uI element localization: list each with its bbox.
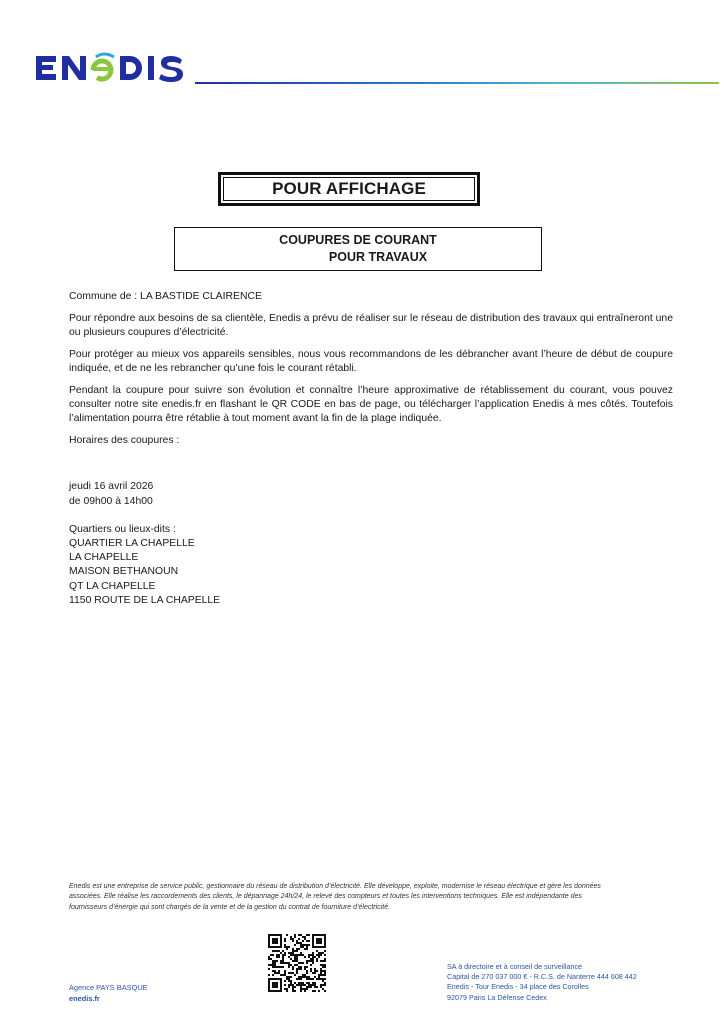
paragraph-protection: Pour protéger au mieux vos appareils sensibles, nous vous recommandons de les débrancher avant l’heure de début de coupure indiquée, et de ne les rebrancher qu’une fois le courant rétabli. xyxy=(69,348,673,374)
company-line-1: SA à directoire et à conseil de surveillance xyxy=(447,962,583,971)
footer-note-line-3: fournisseurs d’énergie qui sont chargés de la vente et de la gestion du contrat de fourniture d’électricité. xyxy=(69,903,391,911)
paragraph-followup: Pendant la coupure pour suivre son évolution et connaître l’heure approximative de rétablissement du courant, vous pouvez consulter notre site enedis.fr en flashant le QR CODE en bas de page, ou télécharger l’application Enedis à mes côtés. Toutefois l’alimentation pourra être rétablie à tout moment avant la fin de la plage indiquée. xyxy=(69,384,673,424)
outage-time-range: de 09h00 à 14h00 xyxy=(69,495,153,507)
footer-note-line-2: associées. Elle réalise les raccordements des clients, le dépannage 24h/24, le relevé des compteurs et toutes les interventions techniques. Elle est indépendante des xyxy=(69,893,582,901)
agency-block xyxy=(69,983,148,1004)
notice-title: POUR AFFICHAGE xyxy=(223,177,475,201)
place-item: MAISON BETHANOUN xyxy=(69,566,179,578)
subtitle-line-2: POUR TRAVAUX xyxy=(328,250,428,264)
place-item: LA CHAPELLE xyxy=(69,552,139,564)
place-item: QT LA CHAPELLE xyxy=(69,580,156,592)
places-label: Quartiers ou lieux-dits : xyxy=(69,523,176,535)
notice-title-box xyxy=(218,172,480,206)
notice-body xyxy=(69,290,673,608)
schedule-label: Horaires des coupures : xyxy=(69,434,180,446)
footer-legal-note xyxy=(69,882,673,913)
outage-date: jeudi 16 avril 2026 xyxy=(69,481,154,493)
website-link[interactable]: enedis.fr xyxy=(69,993,100,1003)
header-rule xyxy=(195,82,719,84)
enedis-logo xyxy=(36,52,188,86)
subtitle-line-1: COUPURES DE COURANT xyxy=(279,233,437,247)
company-line-3: Enedis - Tour Enedis - 34 place des Corolles xyxy=(447,982,589,992)
place-item: QUARTIER LA CHAPELLE xyxy=(69,537,195,549)
footer-note-line-1: Enedis est une entreprise de service public, gestionnaire du réseau de distribution d’électricité. Elle développe, exploite, modernise le réseau électrique et gère les données xyxy=(69,883,601,890)
place-item: 1150 ROUTE DE LA CHAPELLE xyxy=(69,594,221,606)
company-line-4: 92079 Paris La Défense Cedex xyxy=(447,992,547,1002)
company-line-2: Capital de 270 037 000 € - R.C.S. de Nanterre 444 608 442 xyxy=(447,972,637,982)
commune-line: Commune de : LA BASTIDE CLAIRENCE xyxy=(69,291,262,302)
notice-subtitle-box xyxy=(174,227,542,271)
paragraph-intro: Pour répondre aux besoins de sa clientèle, Enedis a prévu de réaliser sur le réseau de distribution des travaux qui entraîneront une ou plusieurs coupures d’électricité. xyxy=(69,312,673,338)
company-info xyxy=(447,962,637,1003)
qr-code[interactable] xyxy=(268,934,326,992)
agency-name: Agence PAYS BASQUE xyxy=(69,983,148,992)
